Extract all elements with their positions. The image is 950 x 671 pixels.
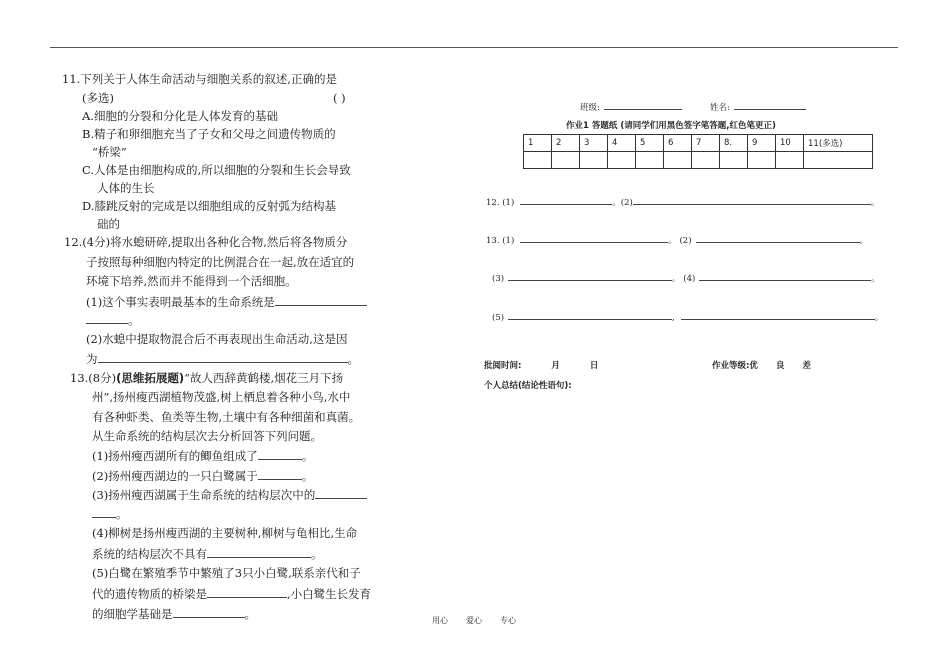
- answer-13-1-input[interactable]: [520, 233, 668, 243]
- answer-13-1-label: 13. (1): [486, 236, 515, 246]
- q13-sub-2-blank[interactable]: [258, 468, 302, 480]
- q13-sub-5-cont-2: [92, 606, 256, 621]
- q13-sub-4-blank[interactable]: [207, 546, 311, 558]
- answer-table: [523, 134, 873, 169]
- sheet-title: 作业1 答题纸 (请同学们用黑色签字笔答题,红色笔更正): [566, 121, 776, 131]
- footer: [432, 614, 516, 628]
- q13-line-2: 州”,扬州瘦西湖植物茂盛,树上栖息着各种小鸟,水中: [92, 390, 351, 404]
- q12-sub-2: (2)水螅中提取物混合后不再表现出生命活动,这是因: [86, 332, 348, 346]
- answer-13-4-label: 。 (4): [672, 274, 696, 284]
- q12-sub-1-blank[interactable]: [275, 294, 367, 306]
- answer-13-5-label: (5): [492, 313, 505, 323]
- q12-sub-2-text: 为: [86, 352, 98, 366]
- q12-sub-2-end: 。: [347, 352, 359, 366]
- answer-13-2-end: 。: [859, 236, 869, 246]
- q13-sub-5-text-3: 的细胞学基础是: [92, 607, 173, 621]
- q13-sub-1-end: 。: [301, 449, 314, 463]
- answer-13-5-comma: ,: [672, 313, 675, 323]
- grade-good[interactable]: 良: [775, 361, 785, 371]
- answer-cell-11[interactable]: [804, 152, 873, 169]
- answer-col-9: 9: [748, 135, 776, 152]
- answer-col-3: 3: [580, 135, 608, 152]
- grade-row: [712, 359, 811, 373]
- answer-col-11: 11(多选): [804, 135, 873, 152]
- q13-sub-4-end: 。: [311, 547, 323, 561]
- q11-option-a: A.细胞的分裂和分化是人体发育的基础: [82, 109, 278, 123]
- answer-12-1-label: 12. (1): [486, 198, 515, 208]
- answer-12-row: [486, 195, 879, 210]
- q11-stem: 11.下列关于人体生命活动与细胞关系的叙述,正确的是: [62, 72, 337, 86]
- q13-line-1-rest: “故人西辞黄鹤楼,烟花三月下扬: [184, 371, 344, 385]
- grade-poor[interactable]: 差: [802, 361, 811, 371]
- q13-line-1: [70, 371, 343, 385]
- answer-13-3-label: (3): [492, 274, 505, 284]
- q13-sub-3-end: 。: [116, 507, 128, 521]
- review-time-row: [484, 359, 598, 373]
- q13-sub-3-blank[interactable]: [315, 487, 367, 499]
- q13-sub-3: [92, 487, 367, 502]
- q11-option-d-cont: 础的: [97, 217, 120, 231]
- q13-sub-3-text: (3)扬州瘦西湖属于生命系统的结构层次中的: [92, 488, 316, 502]
- q13-sub-4: (4)柳树是扬州瘦西湖的主要树种,柳树与龟相比,生命: [92, 526, 358, 540]
- footer-word-2: 爱心: [466, 616, 482, 625]
- answer-cell-9[interactable]: [748, 152, 776, 169]
- q11-option-b-cont: “桥梁”: [92, 145, 127, 159]
- q12-line-3: 环境下培养,然而并不能得到一个活细胞。: [86, 274, 297, 288]
- answer-col-7: 7: [692, 135, 720, 152]
- q13-tag: (思维拓展题): [116, 371, 185, 385]
- q13-sub-3-cont: [92, 506, 128, 521]
- q13-sub-5-text: 代的遗传物质的桥梁是: [92, 587, 207, 601]
- answer-13-row-1: [486, 233, 868, 248]
- q12-sub-2-cont: [86, 351, 359, 366]
- answer-cell-1[interactable]: [524, 152, 552, 169]
- answer-col-10: 10: [776, 135, 804, 152]
- grade-excellent[interactable]: 作业等级:优: [712, 361, 758, 371]
- answer-13-4-end: 。: [871, 274, 880, 284]
- q12-sub-1-text: (1)这个事实表明最基本的生命系统是: [86, 295, 275, 309]
- q13-sub-4-text: 系统的结构层次不具有: [92, 547, 207, 561]
- q12-line-2: 子按照每种细胞内特定的比例混合在一起,放在适宜的: [86, 255, 355, 269]
- answer-cell-10[interactable]: [776, 152, 804, 169]
- q12-sub-1-blank-cont[interactable]: [86, 312, 128, 324]
- answer-cell-7[interactable]: [692, 152, 720, 169]
- answer-12-end: 。: [870, 198, 880, 208]
- q12-sub-1-end: 。: [128, 313, 140, 327]
- q11-option-c: C.人体是由细胞构成的,所以细胞的分裂和生长会导致: [82, 163, 351, 177]
- top-rule: [50, 47, 898, 48]
- q12-sub-2-blank[interactable]: [98, 351, 348, 363]
- answer-13-5-input-2[interactable]: [681, 310, 875, 320]
- q13-sub-1-text: (1)扬州瘦西湖所有的鲫鱼组成了: [92, 449, 258, 463]
- q13-sub-2-end: 。: [301, 469, 314, 483]
- footer-word-1: 用心: [432, 616, 448, 625]
- q12-sub-1: [86, 294, 367, 309]
- name-label: 姓名:: [710, 103, 730, 113]
- footer-word-3: 专心: [500, 616, 516, 625]
- answer-col-1: 1: [524, 135, 552, 152]
- q11-option-d: D.膝跳反射的完成是以细胞组成的反射弧为结构基: [82, 199, 336, 213]
- q13-sub-5-cont: [92, 586, 371, 601]
- answer-col-5: 5: [636, 135, 664, 152]
- q13-sub-5-end: 。: [244, 607, 256, 621]
- name-field: [710, 100, 806, 115]
- q13-prefix: 13.(8分): [70, 371, 117, 385]
- answer-13-5-input-1[interactable]: [508, 310, 672, 320]
- answer-cell-6[interactable]: [664, 152, 692, 169]
- answer-cell-5[interactable]: [636, 152, 664, 169]
- q13-line-4: 从生命系统的结构层次去分析回答下列问题。: [92, 429, 322, 443]
- answer-13-row-2: [492, 271, 880, 286]
- q13-sub-3-blank-cont[interactable]: [92, 506, 116, 518]
- q13-sub-1: [92, 448, 313, 463]
- answer-cell-8[interactable]: [720, 152, 748, 169]
- q13-line-3: 有各种虾类、鱼类等生物,土壤中有各种细菌和真菌。: [92, 410, 361, 424]
- answer-table-input-row: [524, 152, 873, 169]
- q11-answer-paren: ( ): [333, 91, 346, 105]
- answer-col-2: 2: [552, 135, 580, 152]
- summary-label: 个人总结(结论性语句):: [484, 381, 572, 391]
- q13-sub-1-blank[interactable]: [258, 448, 302, 460]
- class-field: [580, 100, 682, 115]
- day-label: 日: [589, 361, 599, 371]
- q13-sub-4-cont: [92, 546, 323, 561]
- answer-13-4-input[interactable]: [699, 271, 871, 281]
- q12-line-1: 12.(4分)将水螅研碎,提取出各种化合物,然后将各物质分: [64, 235, 348, 249]
- answer-12-2-label: 。(2): [612, 198, 633, 208]
- class-input[interactable]: [604, 100, 682, 110]
- answer-cell-3[interactable]: [580, 152, 608, 169]
- q13-sub-2: [92, 468, 313, 483]
- q13-sub-5-text-2: ,小白鹭生长发育: [287, 587, 372, 601]
- answer-13-2-label: 。 (2): [668, 236, 692, 246]
- answer-cell-2[interactable]: [552, 152, 580, 169]
- answer-13-3-input[interactable]: [508, 271, 672, 281]
- q11-note: (多选): [82, 91, 114, 105]
- answer-table-header-row: [524, 135, 873, 152]
- q11-option-b: B.精子和卵细胞充当了子女和父母之间遗传物质的: [82, 127, 336, 141]
- q13-sub-5-blank-1[interactable]: [207, 586, 287, 598]
- name-input[interactable]: [734, 100, 806, 110]
- class-label: 班级:: [580, 103, 600, 113]
- q11-option-c-cont: 人体的生长: [97, 181, 155, 195]
- answer-cell-4[interactable]: [608, 152, 636, 169]
- month-label: 月: [551, 361, 560, 371]
- q12-sub-1-cont: [86, 312, 140, 327]
- q13-sub-2-text: (2)扬州瘦西湖边的一只白鹭属于: [92, 469, 258, 483]
- answer-13-row-3: [492, 310, 883, 325]
- answer-col-6: 6: [664, 135, 692, 152]
- q13-sub-5: (5)白鹭在繁殖季节中繁殖了3只小白鹭,联系亲代和子: [92, 566, 361, 580]
- q13-sub-5-blank-2[interactable]: [173, 606, 245, 618]
- answer-col-4: 4: [608, 135, 636, 152]
- review-time-label: 批阅时间:: [484, 361, 522, 371]
- answer-13-5-end: 。: [874, 313, 884, 323]
- answer-col-8: 8.: [720, 135, 748, 152]
- answer-12-1-input[interactable]: [520, 195, 612, 205]
- answer-12-2-input[interactable]: [633, 195, 871, 205]
- answer-13-2-input[interactable]: [696, 233, 860, 243]
